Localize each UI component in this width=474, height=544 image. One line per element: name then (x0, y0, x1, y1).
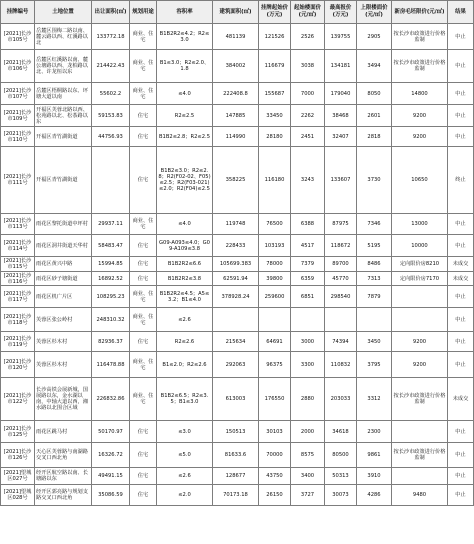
col-header-area: 出让面积(㎡) (92, 1, 130, 24)
cell-start-floor-price: 6851 (291, 286, 325, 308)
cell-location: 开福区青竹湖街道 (35, 127, 92, 147)
cell-result: 终止 (448, 147, 474, 214)
cell-area: 133772.18 (92, 24, 130, 50)
table-row (1, 147, 474, 214)
cell-id: [2021]长沙市115号 (1, 257, 35, 272)
cell-cap-floor-price: 3910 (357, 468, 392, 485)
cell-id: [2021]长沙市114号 (1, 235, 35, 257)
cell-start-price: 78000 (259, 257, 291, 272)
cell-cap-floor-price: 8486 (357, 257, 392, 272)
cell-location: 雨花区黄兴中路 (35, 257, 92, 272)
cell-result: 中止 (448, 286, 474, 308)
cell-id: [2021]长沙市126号 (1, 443, 35, 468)
cell-house-cap: 按长沙市政策进行价格监制 (392, 24, 448, 50)
cell-start-floor-price: 3038 (291, 50, 325, 83)
cell-far: ≤2.6 (157, 308, 213, 332)
cell-start-price: 259600 (259, 286, 291, 308)
cell-start-price: 43750 (259, 468, 291, 485)
cell-location: 长沙高铁会展新城，国展路以东，金水湖以南，中轴大道以西，湘水路以北围合区域 (35, 378, 92, 421)
cell-area: 59153.83 (92, 105, 130, 127)
cell-house-cap (392, 468, 448, 485)
cell-result: 中止 (448, 443, 474, 468)
col-header-start-floor-price: 起始楼面价(元/㎡) (291, 1, 325, 24)
cell-cap-floor-price: 3795 (357, 352, 392, 378)
cell-start-price: 33450 (259, 105, 291, 127)
cell-floor-area: 358225 (213, 147, 259, 214)
cell-floor-area: 215634 (213, 332, 259, 352)
table-row (1, 105, 474, 127)
cell-start-floor-price: 3000 (291, 332, 325, 352)
cell-cap-floor-price: 5195 (357, 235, 392, 257)
col-header-house-cap: 新房毛坯限价(元/㎡) (392, 1, 448, 24)
cell-floor-area: 150513 (213, 421, 259, 443)
cell-far: G09-A093≤4.0；G09-A109≤3.8 (157, 235, 213, 257)
col-header-floor-area: 建筑面积(㎡) (213, 1, 259, 24)
cell-result: 未成交 (448, 257, 474, 272)
cell-result: 中止 (448, 332, 474, 352)
cell-result: 中止 (448, 214, 474, 235)
cell-start-price: 39800 (259, 272, 291, 286)
cell-location: 雨花区洞井街道天华村 (35, 235, 92, 257)
cell-id: [2021]长沙市120号 (1, 352, 35, 378)
cell-location: 经开区郭亮路与规划支路交叉口西北角 (35, 485, 92, 506)
cell-house-cap (392, 286, 448, 308)
cell-house-cap: 按长沙市政策进行价格监制 (392, 50, 448, 83)
cell-cap-floor-price: 2818 (357, 127, 392, 147)
col-header-far: 容积率 (157, 1, 213, 24)
cell-start-floor-price: 3300 (291, 352, 325, 378)
cell-id: [2021]长沙市107号 (1, 83, 35, 105)
cell-location: 岳麓区红溪路以南、麓公塘路以西、龙柏路以北、许龙桓以东 (35, 50, 92, 83)
cell-floor-area (213, 308, 259, 332)
table-row (1, 272, 474, 286)
cell-floor-area: 62591.94 (213, 272, 259, 286)
table-header (1, 1, 474, 24)
cell-id: [2021]望城区028号 (1, 485, 35, 506)
cell-area: 116478.88 (92, 352, 130, 378)
cell-area: 29937.11 (92, 214, 130, 235)
cell-cap-floor-price: 2601 (357, 105, 392, 127)
cell-far: B1B2R2≤3.8 (157, 272, 213, 286)
cell-max-bid: 203033 (325, 378, 357, 421)
cell-id: [2021]长沙市110号 (1, 127, 35, 147)
cell-location: 雨花区跳马村 (35, 421, 92, 443)
cell-cap-floor-price: 8050 (357, 83, 392, 105)
cell-house-cap: 10000 (392, 235, 448, 257)
cell-max-bid: 80500 (325, 443, 357, 468)
cell-result: 中止 (448, 308, 474, 332)
cell-max-bid: 110832 (325, 352, 357, 378)
cell-house-cap: 9200 (392, 332, 448, 352)
cell-house-cap: 14800 (392, 83, 448, 105)
cell-far: ≤3.0 (157, 421, 213, 443)
cell-area (92, 147, 130, 214)
cell-far: ≤4.0 (157, 214, 213, 235)
cell-start-price: 30103 (259, 421, 291, 443)
cell-start-floor-price: 7000 (291, 83, 325, 105)
table-row (1, 468, 474, 485)
cell-start-floor-price: 4517 (291, 235, 325, 257)
cell-start-floor-price: 2880 (291, 378, 325, 421)
cell-house-cap (392, 421, 448, 443)
cell-house-cap: 13000 (392, 214, 448, 235)
cell-result: 中止 (448, 24, 474, 50)
cell-max-bid: 89700 (325, 257, 357, 272)
cell-start-floor-price: 2451 (291, 127, 325, 147)
cell-use: 商业、住宅 (130, 308, 157, 332)
cell-id: [2021]望城区027号 (1, 468, 35, 485)
cell-start-price: 121526 (259, 24, 291, 50)
cell-far: B1B2≤2.8；R2≤2.5 (157, 127, 213, 147)
cell-area: 15994.85 (92, 257, 130, 272)
cell-use: 住宅 (130, 105, 157, 127)
cell-floor-area: 105699.383 (213, 257, 259, 272)
cell-max-bid: 179040 (325, 83, 357, 105)
cell-result: 中止 (448, 105, 474, 127)
cell-cap-floor-price: 3494 (357, 50, 392, 83)
cell-location: 岳麓区围梅二路以南、麓云路以西、红溪路以北 (35, 24, 92, 50)
cell-use: 商业、住宅 (130, 83, 157, 105)
cell-start-floor-price: 6359 (291, 272, 325, 286)
table-row (1, 235, 474, 257)
cell-far: B1≤2.0；R2≤2.6 (157, 352, 213, 378)
cell-use: 住宅 (130, 468, 157, 485)
cell-far: ≤2.0 (157, 485, 213, 506)
cell-result: 未成交 (448, 272, 474, 286)
cell-use: 住宅 (130, 421, 157, 443)
cell-far: ≤4.0 (157, 83, 213, 105)
cell-use: 商业、住宅 (130, 24, 157, 50)
cell-start-price: 64691 (259, 332, 291, 352)
cell-start-price: 176550 (259, 378, 291, 421)
cell-use: 商业、住宅 (130, 214, 157, 235)
cell-far: B1B2R2≤6.6 (157, 257, 213, 272)
cell-house-cap: 定向限价房7170 (392, 272, 448, 286)
cell-far: ≤5.0 (157, 443, 213, 468)
cell-far: B1≤3.0；R2≤2.0、1.8 (157, 50, 213, 83)
cell-floor-area: 119748 (213, 214, 259, 235)
cell-id: [2021]长沙市119号 (1, 332, 35, 352)
cell-house-cap: 按长沙市政策进行价格监制 (392, 443, 448, 468)
cell-result: 中止 (448, 50, 474, 83)
cell-cap-floor-price: 7879 (357, 286, 392, 308)
cell-area: 226832.86 (92, 378, 130, 421)
cell-result: 未成交 (448, 378, 474, 421)
col-header-use: 规划用途 (130, 1, 157, 24)
cell-floor-area: 613003 (213, 378, 259, 421)
cell-area: 44756.93 (92, 127, 130, 147)
cell-house-cap: 9200 (392, 127, 448, 147)
table-row (1, 332, 474, 352)
cell-max-bid: 74394 (325, 332, 357, 352)
cell-start-floor-price: 7379 (291, 257, 325, 272)
table-row (1, 257, 474, 272)
cell-id: [2021]长沙市116号 (1, 272, 35, 286)
cell-cap-floor-price: 2300 (357, 421, 392, 443)
cell-max-bid: 45770 (325, 272, 357, 286)
cell-use: 住宅 (130, 235, 157, 257)
cell-id: [2021]长沙市113号 (1, 214, 35, 235)
cell-far: B1B2R2≤4.2；R2≤3.0 (157, 24, 213, 50)
table-row (1, 308, 474, 332)
cell-result: 中止 (448, 485, 474, 506)
cell-area: 55602.2 (92, 83, 130, 105)
cell-far: R2≤2.5 (157, 105, 213, 127)
cell-use: 商业、住宅 (130, 352, 157, 378)
cell-floor-area: 114990 (213, 127, 259, 147)
cell-cap-floor-price: 7313 (357, 272, 392, 286)
cell-id: [2021]长沙市111号 (1, 147, 35, 214)
cell-location: 开福区青竹湖街道 (35, 147, 92, 214)
cell-result: 中止 (448, 352, 474, 378)
cell-location: 雨花区砂子塘街道 (35, 272, 92, 286)
cell-house-cap: 9480 (392, 485, 448, 506)
table-row (1, 378, 474, 421)
cell-far: ≤2.6 (157, 468, 213, 485)
cell-floor-area: 128677 (213, 468, 259, 485)
cell-far: B1B2≤6.5；R2≤3.5；B1≤3.0 (157, 378, 213, 421)
cell-location: 开福区芙蓉北路以西、松苑路以北、松茶路以东 (35, 105, 92, 127)
cell-cap-floor-price: 4286 (357, 485, 392, 506)
cell-start-price: 76500 (259, 214, 291, 235)
header-row (1, 1, 474, 24)
cell-use: 住宅 (130, 127, 157, 147)
cell-floor-area: 378928.24 (213, 286, 259, 308)
cell-max-bid: 50313 (325, 468, 357, 485)
table-row (1, 286, 474, 308)
cell-location: 雨花区机广片区 (35, 286, 92, 308)
cell-id: [2021]长沙市105号 (1, 24, 35, 50)
cell-house-cap: 按长沙市政策进行价格监制 (392, 378, 448, 421)
table-row (1, 127, 474, 147)
cell-floor-area: 81633.6 (213, 443, 259, 468)
cell-result: 中止 (448, 127, 474, 147)
cell-start-floor-price: 3243 (291, 147, 325, 214)
cell-start-floor-price: 8575 (291, 443, 325, 468)
cell-house-cap (392, 308, 448, 332)
cell-location: 雨花区黎托街道中坪村 (35, 214, 92, 235)
cell-id: [2021]长沙市122号 (1, 378, 35, 421)
cell-start-floor-price: 2526 (291, 24, 325, 50)
cell-floor-area: 147885 (213, 105, 259, 127)
table-row (1, 214, 474, 235)
cell-cap-floor-price: 3730 (357, 147, 392, 214)
cell-max-bid: 118672 (325, 235, 357, 257)
cell-start-price: 28180 (259, 127, 291, 147)
cell-cap-floor-price: 3312 (357, 378, 392, 421)
table-row (1, 485, 474, 506)
cell-id: [2021]长沙市118号 (1, 308, 35, 332)
cell-floor-area: 384002 (213, 50, 259, 83)
cell-max-bid (325, 308, 357, 332)
cell-use: 住宅 (130, 443, 157, 468)
table-row (1, 352, 474, 378)
cell-location: 经开区航空路以南、长塘路以东 (35, 468, 92, 485)
table-row (1, 50, 474, 83)
cell-use: 住宅 (130, 147, 157, 214)
cell-floor-area: 228433 (213, 235, 259, 257)
col-header-id: 挂牌编号 (1, 1, 35, 24)
cell-location: 岳麓区梧桐路以东、坪塘大道以南 (35, 83, 92, 105)
cell-location: 芙蓉区张公岭村 (35, 308, 92, 332)
cell-start-floor-price: 3400 (291, 468, 325, 485)
cell-far: B1B2R2≤4.5；A5≤3.2；B1≤4.0 (157, 286, 213, 308)
cell-area: 16892.52 (92, 272, 130, 286)
cell-location: 芙蓉区杉木村 (35, 332, 92, 352)
col-header-max-bid: 最高报价(万元) (325, 1, 357, 24)
cell-start-floor-price (291, 308, 325, 332)
cell-start-price: 26150 (259, 485, 291, 506)
cell-max-bid: 38468 (325, 105, 357, 127)
cell-id: [2021]长沙市117号 (1, 286, 35, 308)
cell-floor-area: 222408.8 (213, 83, 259, 105)
cell-cap-floor-price: 2905 (357, 24, 392, 50)
cell-start-price: 116180 (259, 147, 291, 214)
cell-result: 中止 (448, 83, 474, 105)
cell-cap-floor-price: 9861 (357, 443, 392, 468)
cell-use: 住宅 (130, 485, 157, 506)
cell-area: 214422.43 (92, 50, 130, 83)
cell-area: 50170.97 (92, 421, 130, 443)
cell-house-cap: 10650 (392, 147, 448, 214)
cell-location: 天心区芙蓉路与南湖路交叉口西北角 (35, 443, 92, 468)
cell-id: [2021]长沙市106号 (1, 50, 35, 83)
cell-area: 248310.32 (92, 308, 130, 332)
cell-floor-area: 292063 (213, 352, 259, 378)
cell-cap-floor-price: 3450 (357, 332, 392, 352)
col-header-cap-floor-price: 上限楼面价(元/㎡) (357, 1, 392, 24)
cell-id: [2021]长沙市125号 (1, 421, 35, 443)
col-header-result: 结果 (448, 1, 474, 24)
cell-id: [2021]长沙市109号 (1, 105, 35, 127)
cell-start-floor-price: 2262 (291, 105, 325, 127)
table-body (1, 24, 474, 506)
col-header-location: 土地位置 (35, 1, 92, 24)
cell-use: 住宅 (130, 257, 157, 272)
cell-max-bid: 298540 (325, 286, 357, 308)
table-row (1, 24, 474, 50)
cell-start-floor-price: 6388 (291, 214, 325, 235)
cell-start-price: 70000 (259, 443, 291, 468)
cell-use: 住宅 (130, 332, 157, 352)
cell-start-floor-price: 3727 (291, 485, 325, 506)
cell-area: 82936.37 (92, 332, 130, 352)
cell-far: B1B2≤3.0；R2≤2.8；R2(F02-02、F05)≤2.5；R2(F03-021)≤2.0；R2(F04)≤2.5 (157, 147, 213, 214)
cell-max-bid: 34618 (325, 421, 357, 443)
cell-use: 商业、住宅 (130, 286, 157, 308)
cell-cap-floor-price (357, 308, 392, 332)
cell-area: 58483.47 (92, 235, 130, 257)
cell-result: 中止 (448, 421, 474, 443)
cell-max-bid: 30073 (325, 485, 357, 506)
table-row (1, 83, 474, 105)
cell-result: 中止 (448, 468, 474, 485)
cell-start-price: 103193 (259, 235, 291, 257)
cell-start-price (259, 308, 291, 332)
cell-house-cap: 9200 (392, 105, 448, 127)
cell-start-price: 155687 (259, 83, 291, 105)
cell-area: 49491.15 (92, 468, 130, 485)
cell-area: 108295.23 (92, 286, 130, 308)
cell-max-bid: 32407 (325, 127, 357, 147)
cell-max-bid: 87975 (325, 214, 357, 235)
cell-use: 住宅 (130, 272, 157, 286)
cell-house-cap: 9200 (392, 352, 448, 378)
cell-max-bid: 134181 (325, 50, 357, 83)
cell-start-price: 96375 (259, 352, 291, 378)
cell-cap-floor-price: 7346 (357, 214, 392, 235)
col-header-start-price: 挂牌起始价(万元) (259, 1, 291, 24)
table-row (1, 421, 474, 443)
cell-use: 商业、住宅 (130, 378, 157, 421)
cell-max-bid: 139755 (325, 24, 357, 50)
cell-house-cap: 定向限价房8210 (392, 257, 448, 272)
cell-floor-area: 70173.18 (213, 485, 259, 506)
cell-far: R2≤2.6 (157, 332, 213, 352)
cell-start-price: 116679 (259, 50, 291, 83)
cell-area: 16326.72 (92, 443, 130, 468)
cell-max-bid: 133607 (325, 147, 357, 214)
cell-use: 商业、住宅 (130, 50, 157, 83)
table-row (1, 443, 474, 468)
cell-result: 中止 (448, 235, 474, 257)
cell-floor-area: 481139 (213, 24, 259, 50)
cell-start-floor-price: 2000 (291, 421, 325, 443)
cell-area: 35086.59 (92, 485, 130, 506)
cell-location: 芙蓉区杉木村 (35, 352, 92, 378)
